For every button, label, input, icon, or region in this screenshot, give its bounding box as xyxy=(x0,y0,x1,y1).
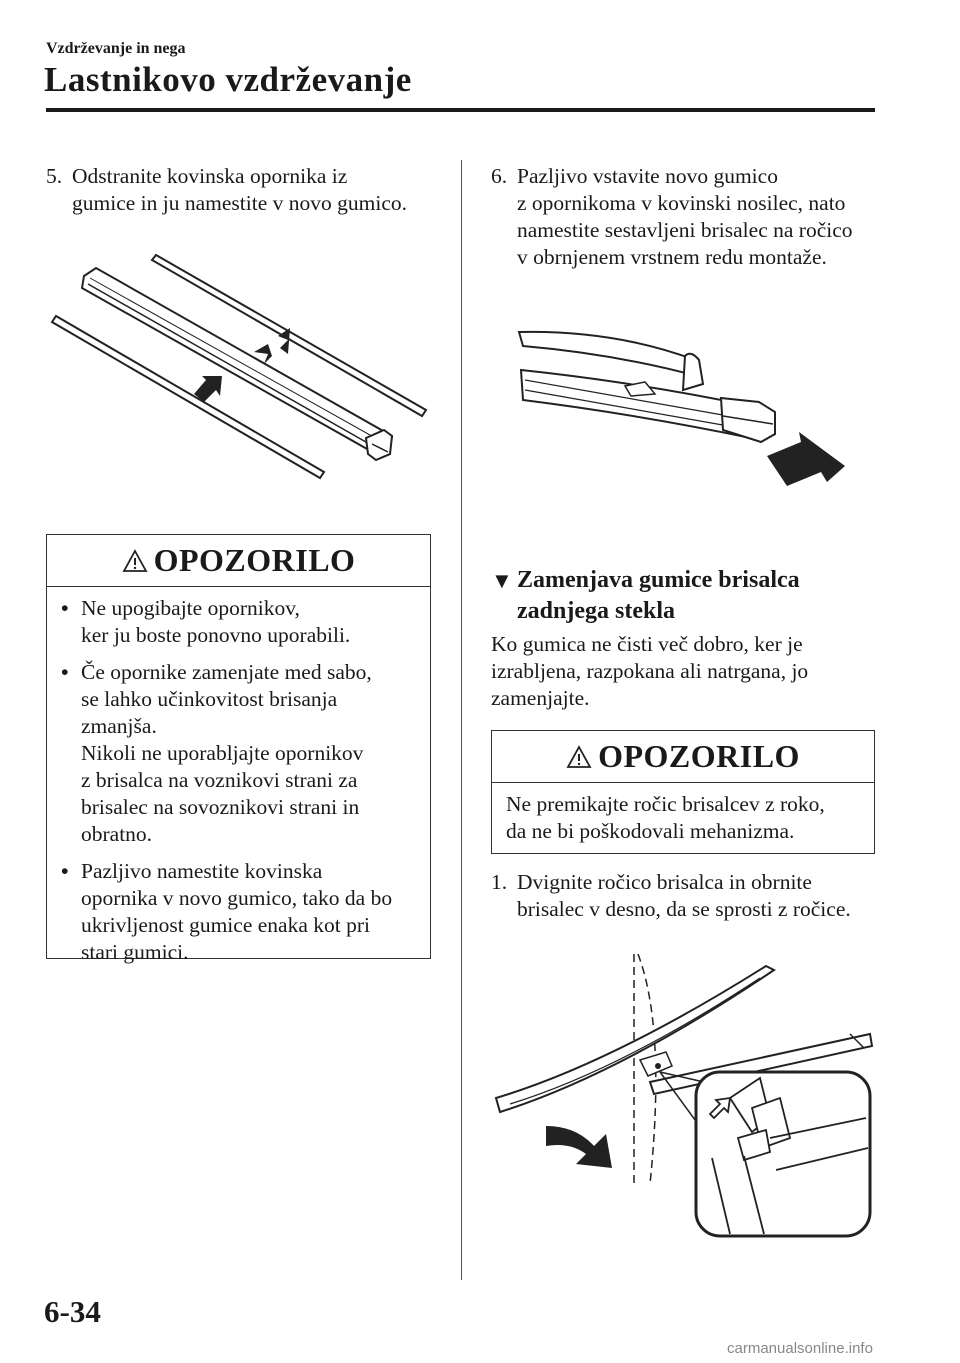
wiper-install-figure xyxy=(515,320,855,490)
section-heading-line: zadnjega stekla xyxy=(517,598,675,624)
intro-paragraph: Ko gumica ne čisti več dobro, ker je izrabljena, razpokana ali natrgana, jo zamenjajte. xyxy=(491,632,809,710)
warning-box xyxy=(491,730,875,854)
section-label: Vzdrževanje in nega xyxy=(46,40,186,57)
step-text xyxy=(517,869,891,923)
step-number: 1. xyxy=(491,870,508,894)
section-heading-line: Zamenjava gumice brisalca xyxy=(517,567,800,593)
column-divider xyxy=(461,160,462,1280)
rear-wiper-figure xyxy=(490,948,880,1248)
step-text-line: v obrnjenem vrstnem redu montaže. xyxy=(517,245,827,269)
warning-body: Ne premikajte ročic brisalcev z roko, da ne bi poškodovali mehanizma. xyxy=(506,792,825,843)
page-number: 6-34 xyxy=(44,1294,101,1329)
watermark: carmanualsonline.info xyxy=(727,1340,873,1357)
warning-bullet: • Ne upogibajte opornikov, ker ju boste ponovno uporabili. xyxy=(61,596,351,647)
header-rule xyxy=(46,108,875,112)
step-1 xyxy=(491,869,891,923)
warning-title: OPOZORILO xyxy=(598,738,800,774)
page-title: Lastnikovo vzdrževanje xyxy=(44,60,412,99)
warning-header xyxy=(492,731,874,783)
step-text xyxy=(517,163,891,271)
step-text-line: Odstranite kovinska opornika iz xyxy=(72,164,348,188)
step-text-line: namestite sestavljeni brisalec na ročico xyxy=(517,218,853,242)
warning-bullet: • Če opornike zamenjate med sabo, se lahko učinkovitost brisanja zmanjša. Nikoli ne uporabljajte opornikov z brisalca na voznikovi strani za brisalec na sovoznikovi strani in obratno. xyxy=(61,660,372,846)
warning-box xyxy=(46,534,431,964)
step-number: 6. xyxy=(491,164,508,188)
step-5 xyxy=(46,163,446,217)
step-text xyxy=(72,163,446,217)
warning-title: OPOZORILO xyxy=(153,542,356,578)
warning-body xyxy=(47,587,430,966)
step-6 xyxy=(491,163,891,271)
step-text-line: z opornikoma v kovinski nosilec, nato xyxy=(517,191,846,215)
step-text-line: gumice in ju namestite v novo gumico. xyxy=(72,191,407,215)
warning-triangle-icon xyxy=(566,745,592,769)
arrow-icon xyxy=(767,432,845,486)
step-text-line: brisalec v desno, da se sprosti z ročice. xyxy=(517,897,851,921)
arrow-icon xyxy=(254,328,290,364)
step-text-line: Dvignite ročico brisalca in obrnite xyxy=(517,870,812,894)
warning-triangle-icon xyxy=(122,549,148,573)
warning-header xyxy=(47,535,430,587)
warning-bullet: • Pazljivo namestite kovinska opornika v novo gumico, tako da bo ukrivljenost gumice enaka kot pri stari gumici. xyxy=(61,859,393,964)
section-heading xyxy=(491,565,800,627)
step-number: 5. xyxy=(46,164,63,188)
step-text-line: Pazljivo vstavite novo gumico xyxy=(517,164,778,188)
wiper-support-figure xyxy=(46,240,436,490)
triangle-down-icon: ▼ xyxy=(491,568,513,593)
